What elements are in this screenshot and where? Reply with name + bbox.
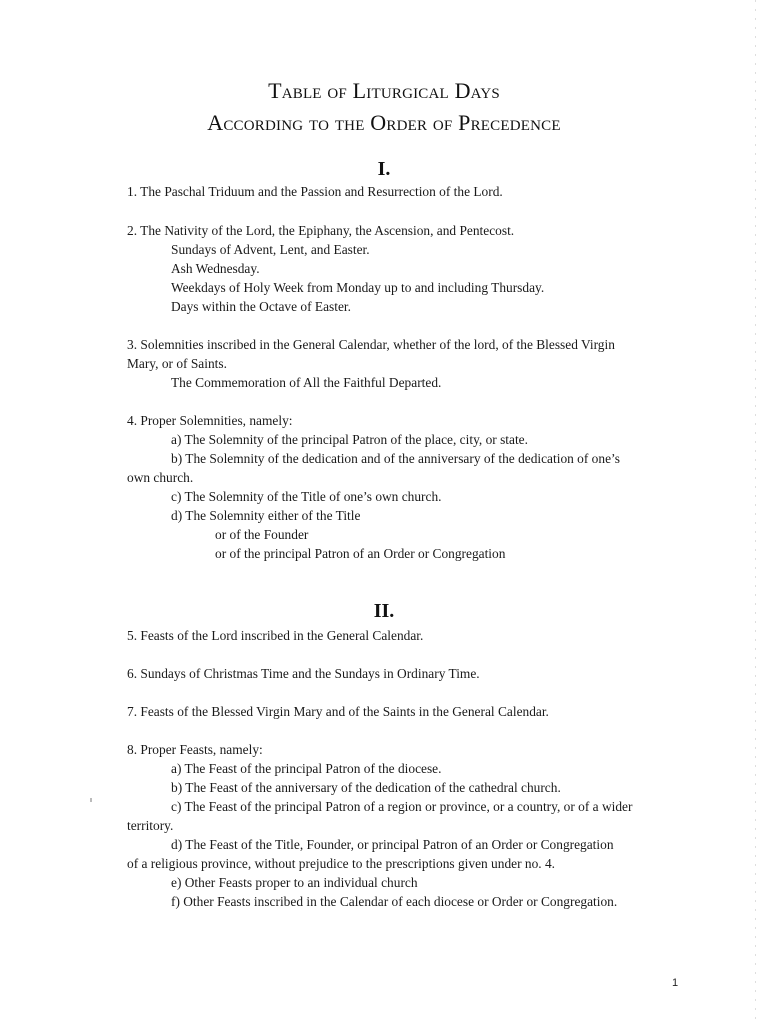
list-item-3-sub: The Commemoration of All the Faithful Departed. [171,375,442,390]
list-item-4-sub: a) The Solemnity of the principal Patron of the place, city, or state. [171,432,528,447]
section-heading-i: I. [377,158,391,180]
list-item-2-sub: Days within the Octave of Easter. [171,299,351,314]
document-title-line-1: Table of Liturgical Days [268,78,500,103]
list-item-8-sub: c) The Feast of the principal Patron of a region or province, or a country, or of a wider [171,799,633,814]
list-item-4-sub-alt: or of the principal Patron of an Order or Congregation [215,546,506,561]
list-item-8-sub-continued: territory. [127,818,174,833]
list-item-4-sub: d) The Solemnity either of the Title [171,508,361,523]
list-item-8: 8. Proper Feasts, namely: [127,742,263,757]
list-item-2-sub: Ash Wednesday. [171,261,260,276]
list-item-3-continued: Mary, or of Saints. [127,356,227,371]
list-item-6: 6. Sundays of Christmas Time and the Sundays in Ordinary Time. [127,666,480,681]
list-item-1: 1. The Paschal Triduum and the Passion and Resurrection of the Lord. [127,184,503,199]
list-item-8-sub: a) The Feast of the principal Patron of the diocese. [171,761,442,776]
list-item-4-sub-alt: or of the Founder [215,527,309,542]
list-item-2-sub: Sundays of Advent, Lent, and Easter. [171,242,370,257]
list-item-4-sub-continued: own church. [127,470,194,485]
list-item-8-sub: e) Other Feasts proper to an individual church [171,875,418,890]
scan-edge-artifact [755,0,756,1024]
list-item-3: 3. Solemnities inscribed in the General Calendar, whether of the lord, of the Blessed Virgin [127,337,615,352]
section-heading-ii: II. [373,600,395,622]
list-item-5: 5. Feasts of the Lord inscribed in the General Calendar. [127,628,424,643]
list-item-7: 7. Feasts of the Blessed Virgin Mary and of the Saints in the General Calendar. [127,704,549,719]
document-title-line-2: According to the Order of Precedence [207,110,561,135]
list-item-4: 4. Proper Solemnities, namely: [127,413,293,428]
list-item-2-sub: Weekdays of Holy Week from Monday up to and including Thursday. [171,280,545,295]
page-number: 1 [672,977,679,989]
list-item-8-sub: f) Other Feasts inscribed in the Calendar of each diocese or Order or Congregation. [171,894,618,909]
scan-speck [90,798,92,802]
list-item-8-sub: b) The Feast of the anniversary of the dedication of the cathedral church. [171,780,561,795]
list-item-2: 2. The Nativity of the Lord, the Epiphany, the Ascension, and Pentecost. [127,223,515,238]
list-item-8-sub-continued: of a religious province, without prejudice to the prescriptions given under no. 4. [127,856,556,871]
list-item-8-sub: d) The Feast of the Title, Founder, or principal Patron of an Order or Congregation [171,837,614,852]
list-item-4-sub: b) The Solemnity of the dedication and of the anniversary of the dedication of one’s [171,451,620,466]
list-item-4-sub: c) The Solemnity of the Title of one’s own church. [171,489,442,504]
